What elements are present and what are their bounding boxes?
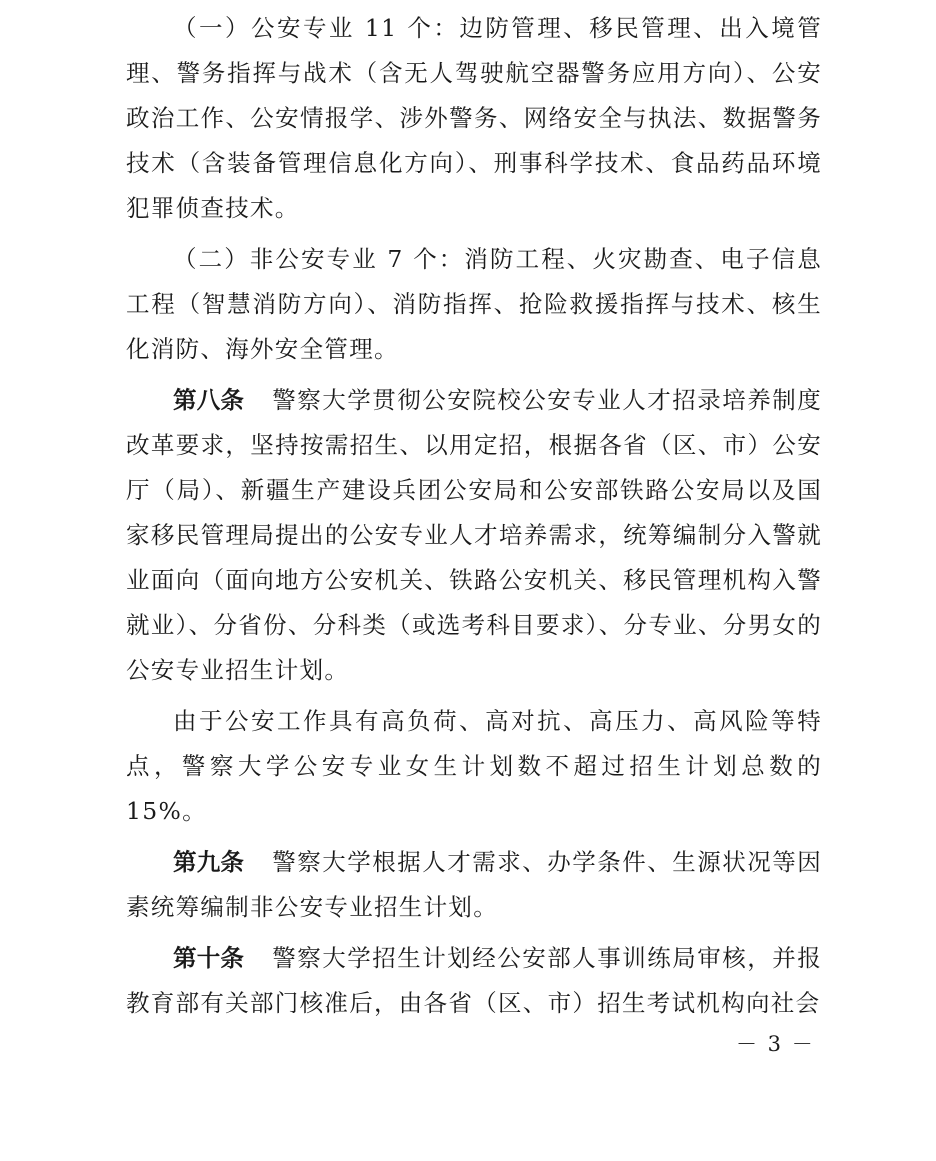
paragraph-article-9	[126, 840, 822, 930]
paragraph-police-majors	[126, 6, 822, 231]
paragraph-article-8	[126, 378, 822, 693]
paragraph-non-police-majors	[126, 237, 822, 372]
article-heading: 第九条	[173, 848, 245, 876]
paragraph-article-10	[126, 936, 822, 1026]
paragraph-text: （一）公安专业 11 个：边防管理、移民管理、出入境管理、警务指挥与战术（含无人驾驶航空器警务应用方向）、公安政治工作、公安情报学、涉外警务、网络安全与执法、数据警务技术（含装备管理信息化方向）、刑事科学技术、食品药品环境犯罪侦查技术。	[126, 14, 822, 222]
paragraph-text: 警察大学根据人才需求、办学条件、生源状况等因素统筹编制非公安专业招生计划。	[126, 848, 822, 921]
paragraph-text: 由于公安工作具有高负荷、高对抗、高压力、高风险等特点，警察大学公安专业女生计划数不超过招生计划总数的 15%。	[126, 707, 822, 825]
article-heading: 第八条	[173, 386, 245, 414]
paragraph-text: 警察大学招生计划经公安部人事训练局审核，并报教育部有关部门核准后，由各省（区、市）招生考试机构向社会	[126, 944, 822, 1017]
paragraph-text: 警察大学贯彻公安院校公安专业人才招录培养制度改革要求，坚持按需招生、以用定招，根据各省（区、市）公安厅（局）、新疆生产建设兵团公安局和公安部铁路公安局以及国家移民管理局提出的公安专业人才培养需求，统筹编制分入警就业面向（面向地方公安机关、铁路公安机关、移民管理机构入警就业）、分省份、分科类（或选考科目要求）、分专业、分男女的公安专业招生计划。	[126, 386, 822, 684]
paragraph-female-quota	[126, 699, 822, 834]
page-number: － 3 －	[736, 1032, 815, 1056]
article-heading: 第十条	[173, 944, 245, 972]
document-page	[126, 6, 822, 1032]
paragraph-text: （二）非公安专业 7 个：消防工程、火灾勘查、电子信息工程（智慧消防方向）、消防指挥、抢险救援指挥与技术、核生化消防、海外安全管理。	[126, 245, 822, 363]
